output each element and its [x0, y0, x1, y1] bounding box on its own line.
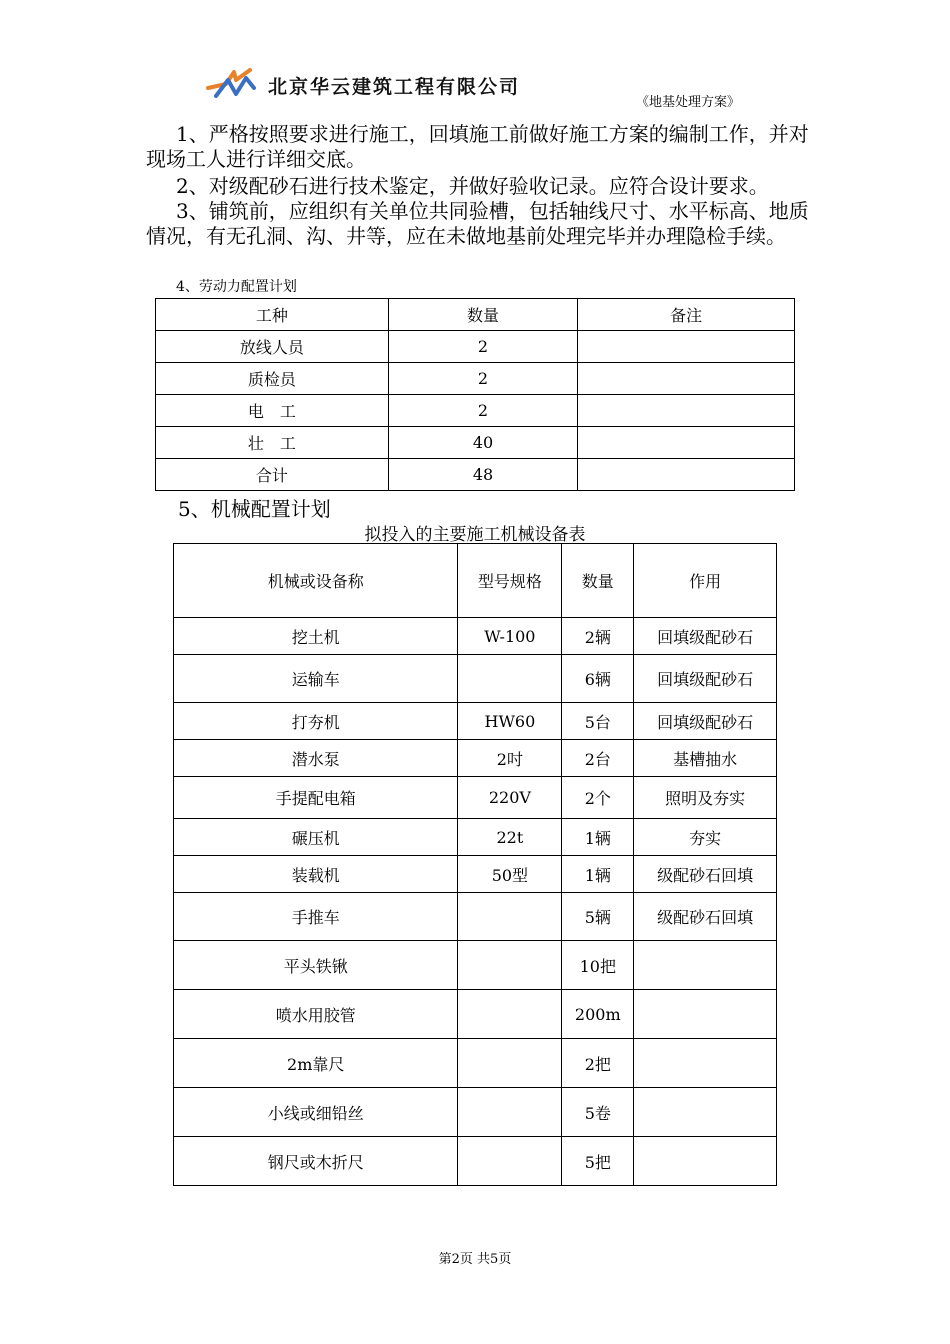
table-cell: 2: [388, 363, 578, 395]
table-cell: 级配砂石回填: [634, 856, 777, 893]
table-cell: 1辆: [562, 819, 634, 856]
table-cell: 5台: [562, 703, 634, 740]
table-row: [174, 740, 777, 777]
labor-table: [155, 298, 795, 491]
table-cell: 潜水泵: [174, 740, 458, 777]
table-cell: 2辆: [562, 618, 634, 655]
table-row: [174, 1137, 777, 1186]
page-footer: 第2页 共5页: [438, 1252, 512, 1267]
paragraph-3: 3、铺筑前，应组织有关单位共同验槽，包括轴线尺寸、水平标高、地质情况，有无孔洞、沟、井等，应在未做地基前处理完毕并办理隐检手续。: [146, 199, 809, 248]
table-cell: 2m靠尺: [174, 1039, 458, 1088]
company-logo-icon: [206, 66, 258, 106]
table-cell: 小线或细铅丝: [174, 1088, 458, 1137]
table-row: [156, 427, 795, 459]
table-row: [174, 990, 777, 1039]
table-cell: 质检员: [156, 363, 389, 395]
table-cell: 基槽抽水: [634, 740, 777, 777]
table-row: [156, 395, 795, 427]
table-header-cell: 作用: [634, 544, 777, 618]
paragraph-2: 2、对级配砂石进行技术鉴定，并做好验收记录。应符合设计要求。: [176, 174, 769, 198]
machinery-table-title: 拟投入的主要施工机械设备表: [364, 525, 586, 545]
table-row: [156, 331, 795, 363]
table-row: [156, 363, 795, 395]
paragraph-1: 1、严格按照要求进行施工，回填施工前做好施工方案的编制工作，并对现场工人进行详细交底。: [146, 122, 809, 171]
table-cell: 回填级配砂石: [634, 703, 777, 740]
table-cell: [634, 1039, 777, 1088]
table-cell: 10把: [562, 941, 634, 990]
table-row: [174, 893, 777, 941]
table-cell: 5把: [562, 1137, 634, 1186]
table-cell: 2: [388, 331, 578, 363]
machinery-table: [173, 543, 777, 1186]
table-header-row: [156, 299, 795, 331]
table-cell: 手提配电箱: [174, 777, 458, 819]
table-cell: 喷水用胶管: [174, 990, 458, 1039]
table-cell: [578, 427, 795, 459]
document-title: 《地基处理方案》: [636, 95, 741, 110]
table-cell: 手推车: [174, 893, 458, 941]
table-header-row: [174, 544, 777, 618]
table-cell: [634, 1137, 777, 1186]
table-cell: 打夯机: [174, 703, 458, 740]
table-cell: 合计: [156, 459, 389, 491]
table-cell: 挖土机: [174, 618, 458, 655]
table-cell: 2个: [562, 777, 634, 819]
table-cell: [578, 395, 795, 427]
table-cell: [578, 331, 795, 363]
table-cell: 回填级配砂石: [634, 655, 777, 703]
table-cell: 放线人员: [156, 331, 389, 363]
table-row: [156, 459, 795, 491]
page-header: [0, 0, 950, 115]
table-cell: [458, 990, 562, 1039]
table-cell: [634, 1088, 777, 1137]
table-cell: HW60: [458, 703, 562, 740]
table-cell: 5辆: [562, 893, 634, 941]
table-cell: [578, 459, 795, 491]
table-cell: 2吋: [458, 740, 562, 777]
table-cell: 22t: [458, 819, 562, 856]
section-5-title: 5、机械配置计划: [178, 497, 331, 521]
table-cell: 1辆: [562, 856, 634, 893]
table-cell: [458, 655, 562, 703]
table-cell: [458, 893, 562, 941]
table-header-cell: 数量: [562, 544, 634, 618]
table-cell: [458, 1039, 562, 1088]
table-row: [174, 941, 777, 990]
labor-caption: 4、劳动力配置计划: [176, 279, 297, 295]
table-header-cell: 备注: [578, 299, 795, 331]
table-row: [174, 1088, 777, 1137]
table-cell: 2: [388, 395, 578, 427]
table-cell: [634, 941, 777, 990]
table-cell: 5卷: [562, 1088, 634, 1137]
table-cell: 2台: [562, 740, 634, 777]
table-cell: 照明及夯实: [634, 777, 777, 819]
table-header-cell: 数量: [388, 299, 578, 331]
table-cell: 碾压机: [174, 819, 458, 856]
table-row: [174, 819, 777, 856]
table-cell: 壮 工: [156, 427, 389, 459]
table-cell: 电 工: [156, 395, 389, 427]
table-cell: 回填级配砂石: [634, 618, 777, 655]
table-cell: 2把: [562, 1039, 634, 1088]
table-cell: 运输车: [174, 655, 458, 703]
table-cell: 200m: [562, 990, 634, 1039]
table-cell: 6辆: [562, 655, 634, 703]
table-cell: [634, 990, 777, 1039]
table-row: [174, 655, 777, 703]
table-cell: [458, 941, 562, 990]
table-cell: 220V: [458, 777, 562, 819]
table-row: [174, 618, 777, 655]
table-cell: [458, 1137, 562, 1186]
table-cell: 48: [388, 459, 578, 491]
table-cell: 级配砂石回填: [634, 893, 777, 941]
table-cell: 装载机: [174, 856, 458, 893]
table-cell: [578, 363, 795, 395]
table-cell: 50型: [458, 856, 562, 893]
table-cell: 平头铁锹: [174, 941, 458, 990]
table-cell: W-100: [458, 618, 562, 655]
table-cell: [458, 1088, 562, 1137]
table-header-cell: 工种: [156, 299, 389, 331]
table-cell: 40: [388, 427, 578, 459]
company-name: 北京华云建筑工程有限公司: [268, 76, 521, 98]
table-row: [174, 856, 777, 893]
table-row: [174, 1039, 777, 1088]
table-row: [174, 777, 777, 819]
table-cell: 钢尺或木折尺: [174, 1137, 458, 1186]
table-header-cell: 机械或设备称: [174, 544, 458, 618]
table-cell: 夯实: [634, 819, 777, 856]
table-header-cell: 型号规格: [458, 544, 562, 618]
table-row: [174, 703, 777, 740]
